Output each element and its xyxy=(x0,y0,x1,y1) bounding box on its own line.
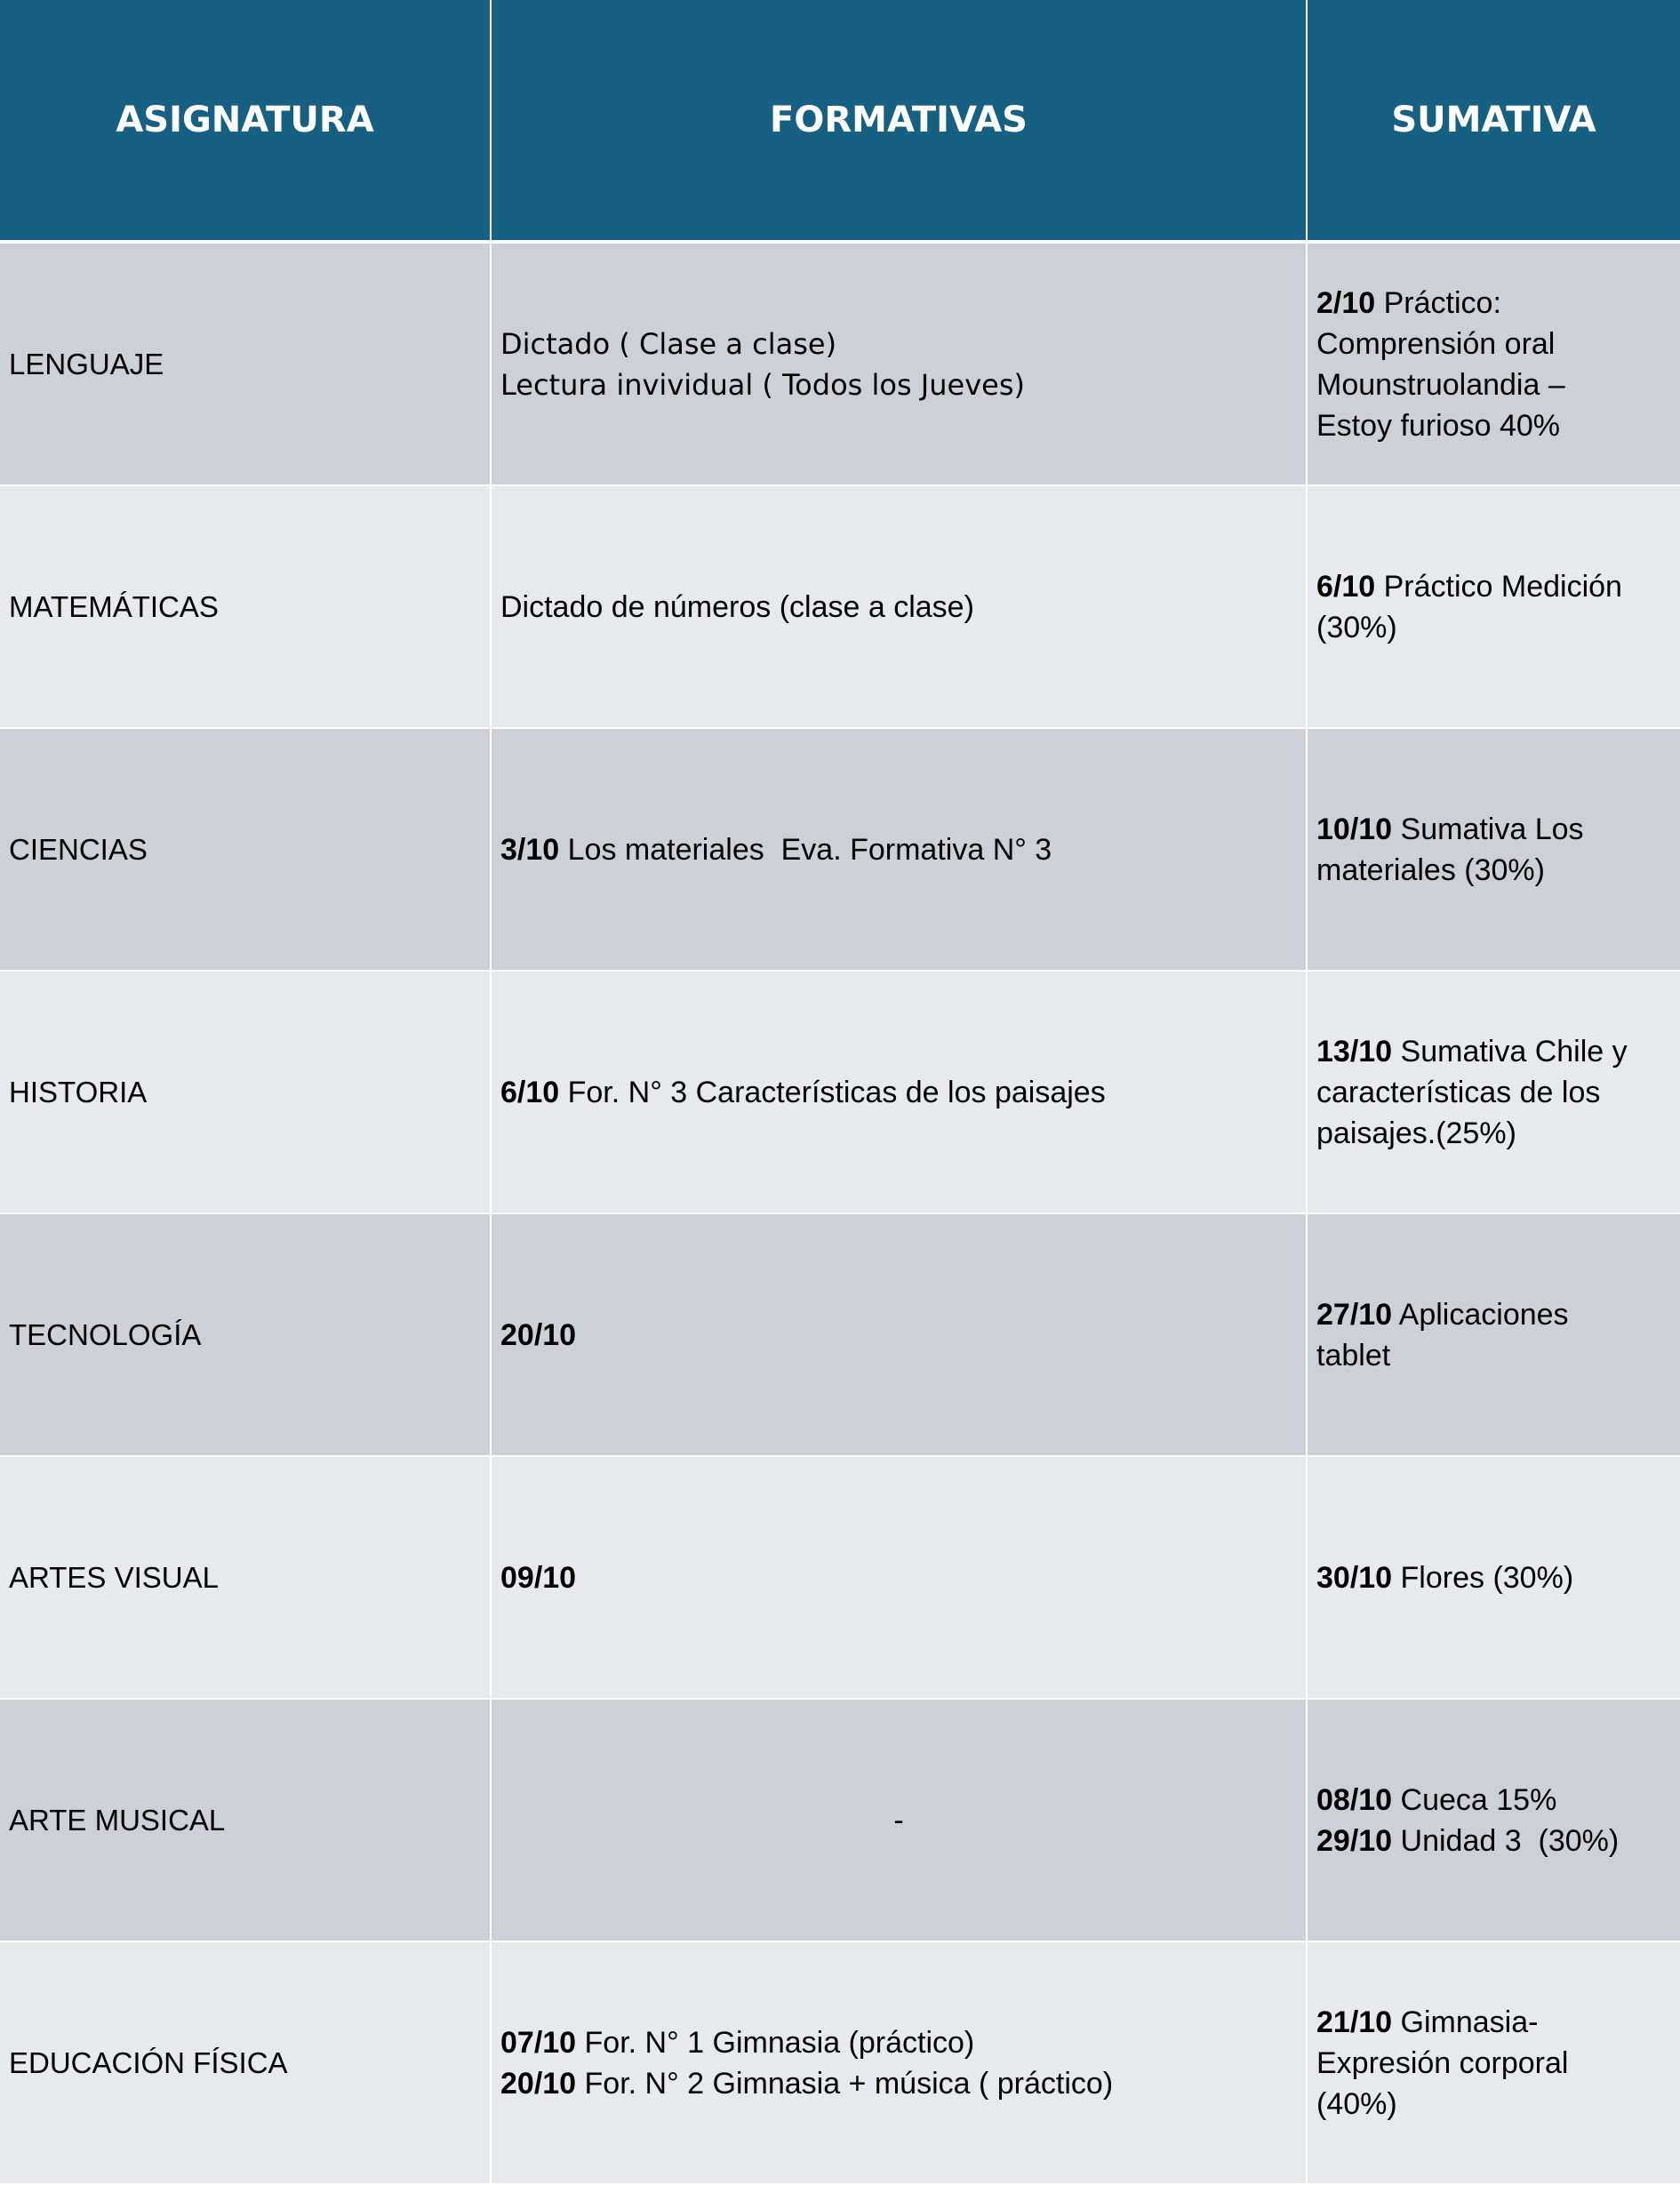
table-row xyxy=(0,1213,1680,1456)
formative-date: 6/10 xyxy=(500,1075,560,1109)
formative-cell xyxy=(491,728,1307,971)
summative-cell xyxy=(1307,1456,1680,1699)
summative-date: 30/10 xyxy=(1316,1560,1393,1595)
summative-date: 21/10 xyxy=(1316,2005,1393,2039)
formative-line xyxy=(500,364,1297,405)
summative-line xyxy=(1316,2084,1668,2125)
subject-cell: LENGUAJE xyxy=(0,242,491,485)
formative-date: 20/10 xyxy=(500,1317,577,1352)
subject-cell: MATEMÁTICAS xyxy=(0,485,491,728)
table-row xyxy=(0,1456,1680,1699)
formative-cell xyxy=(491,1941,1307,2184)
formative-text: Dictado de números (clase a clase) xyxy=(500,589,974,624)
summative-line xyxy=(1316,1072,1668,1113)
formative-line xyxy=(500,1072,1297,1113)
summative-line xyxy=(1316,1294,1668,1335)
summative-text: Aplicaciones xyxy=(1392,1297,1569,1332)
summative-text: Sumativa Los xyxy=(1392,812,1584,846)
subject-cell: CIENCIAS xyxy=(0,728,491,971)
summative-text: tablet xyxy=(1316,1338,1391,1373)
table-row xyxy=(0,971,1680,1213)
summative-line xyxy=(1316,324,1668,364)
subject-cell: TECNOLOGÍA xyxy=(0,1213,491,1456)
summative-text: (40%) xyxy=(1316,2086,1397,2121)
summative-line xyxy=(1316,283,1668,324)
formative-text: Dictado ( Clase a clase) xyxy=(500,326,837,361)
summative-line xyxy=(1316,1821,1668,1861)
summative-text: Flores (30%) xyxy=(1392,1560,1574,1595)
summative-text: Sumativa Chile y xyxy=(1392,1034,1628,1068)
formative-date: 20/10 xyxy=(500,2066,577,2101)
formative-line xyxy=(500,2022,1297,2063)
summative-line xyxy=(1316,809,1668,850)
summative-date: 08/10 xyxy=(1316,1782,1393,1817)
summative-date: 29/10 xyxy=(1316,1823,1393,1858)
summative-line xyxy=(1316,1031,1668,1072)
subject-cell: HISTORIA xyxy=(0,971,491,1213)
formative-date: 3/10 xyxy=(500,832,560,867)
formative-cell xyxy=(491,1213,1307,1456)
summative-text: Cueca 15% xyxy=(1392,1782,1557,1817)
formative-line xyxy=(500,587,1297,628)
summative-date: 13/10 xyxy=(1316,1034,1393,1068)
summative-text: Comprensión oral xyxy=(1316,326,1556,361)
formative-date: 07/10 xyxy=(500,2025,577,2060)
formative-cell xyxy=(491,485,1307,728)
summative-text: (30%) xyxy=(1316,610,1397,644)
table-row xyxy=(0,1941,1680,2184)
header-subject: ASIGNATURA xyxy=(0,0,491,242)
formative-text: Lectura invividual ( Todos los Jueves) xyxy=(500,367,1025,402)
summative-cell xyxy=(1307,971,1680,1213)
summative-text: Práctico Medición xyxy=(1375,569,1622,604)
subject-cell: EDUCACIÓN FÍSICA xyxy=(0,1941,491,2184)
summative-line xyxy=(1316,2002,1668,2043)
table-row xyxy=(0,242,1680,485)
formative-line xyxy=(500,829,1297,870)
summative-cell xyxy=(1307,1213,1680,1456)
summative-date: 6/10 xyxy=(1316,569,1376,604)
summative-line xyxy=(1316,1335,1668,1376)
summative-date: 10/10 xyxy=(1316,812,1393,846)
summative-cell xyxy=(1307,242,1680,485)
summative-line xyxy=(1316,607,1668,648)
summative-text: Estoy furioso 40% xyxy=(1316,408,1561,443)
formative-cell xyxy=(491,971,1307,1213)
formative-text: For. N° 1 Gimnasia (práctico) xyxy=(576,2025,975,2060)
formative-text: Los materiales Eva. Formativa N° 3 xyxy=(559,832,1052,867)
summative-line xyxy=(1316,566,1668,607)
summative-line xyxy=(1316,1557,1668,1598)
summative-text: Mounstruolandia – xyxy=(1316,367,1565,402)
header-row xyxy=(0,0,1680,242)
summative-text: Gimnasia- xyxy=(1392,2005,1539,2039)
summative-cell xyxy=(1307,1941,1680,2184)
formative-cell xyxy=(491,242,1307,485)
table-row xyxy=(0,728,1680,971)
subject-cell: ARTE MUSICAL xyxy=(0,1699,491,1941)
summative-text: paisajes.(25%) xyxy=(1316,1116,1516,1150)
formative-line xyxy=(500,1557,1297,1598)
summative-date: 27/10 xyxy=(1316,1297,1393,1332)
summative-line xyxy=(1316,850,1668,891)
summative-text: materiales (30%) xyxy=(1316,852,1545,887)
summative-cell xyxy=(1307,728,1680,971)
summative-text: características de los xyxy=(1316,1075,1601,1109)
formative-date: 09/10 xyxy=(500,1560,577,1595)
table-row xyxy=(0,1699,1680,1941)
header-formative: FORMATIVAS xyxy=(491,0,1307,242)
formative-line xyxy=(500,2063,1297,2104)
summative-cell xyxy=(1307,485,1680,728)
summative-line xyxy=(1316,405,1668,446)
formative-line xyxy=(500,324,1297,364)
summative-text: Práctico: xyxy=(1375,285,1501,320)
summative-line xyxy=(1316,1780,1668,1821)
formative-text: For. N° 2 Gimnasia + música ( práctico) xyxy=(576,2066,1114,2101)
summative-line xyxy=(1316,1113,1668,1154)
summative-text: Unidad 3 (30%) xyxy=(1392,1823,1620,1858)
subject-cell: ARTES VISUAL xyxy=(0,1456,491,1699)
summative-text: Expresión corporal xyxy=(1316,2045,1569,2080)
formative-cell xyxy=(491,1456,1307,1699)
formative-cell: - xyxy=(491,1699,1307,1941)
formative-line xyxy=(500,1315,1297,1356)
header-summative: SUMATIVA xyxy=(1307,0,1680,242)
summative-cell xyxy=(1307,1699,1680,1941)
formative-text: For. N° 3 Características de los paisajes xyxy=(559,1075,1106,1109)
summative-line xyxy=(1316,2043,1668,2084)
table-row xyxy=(0,485,1680,728)
summative-line xyxy=(1316,364,1668,405)
summative-date: 2/10 xyxy=(1316,285,1376,320)
